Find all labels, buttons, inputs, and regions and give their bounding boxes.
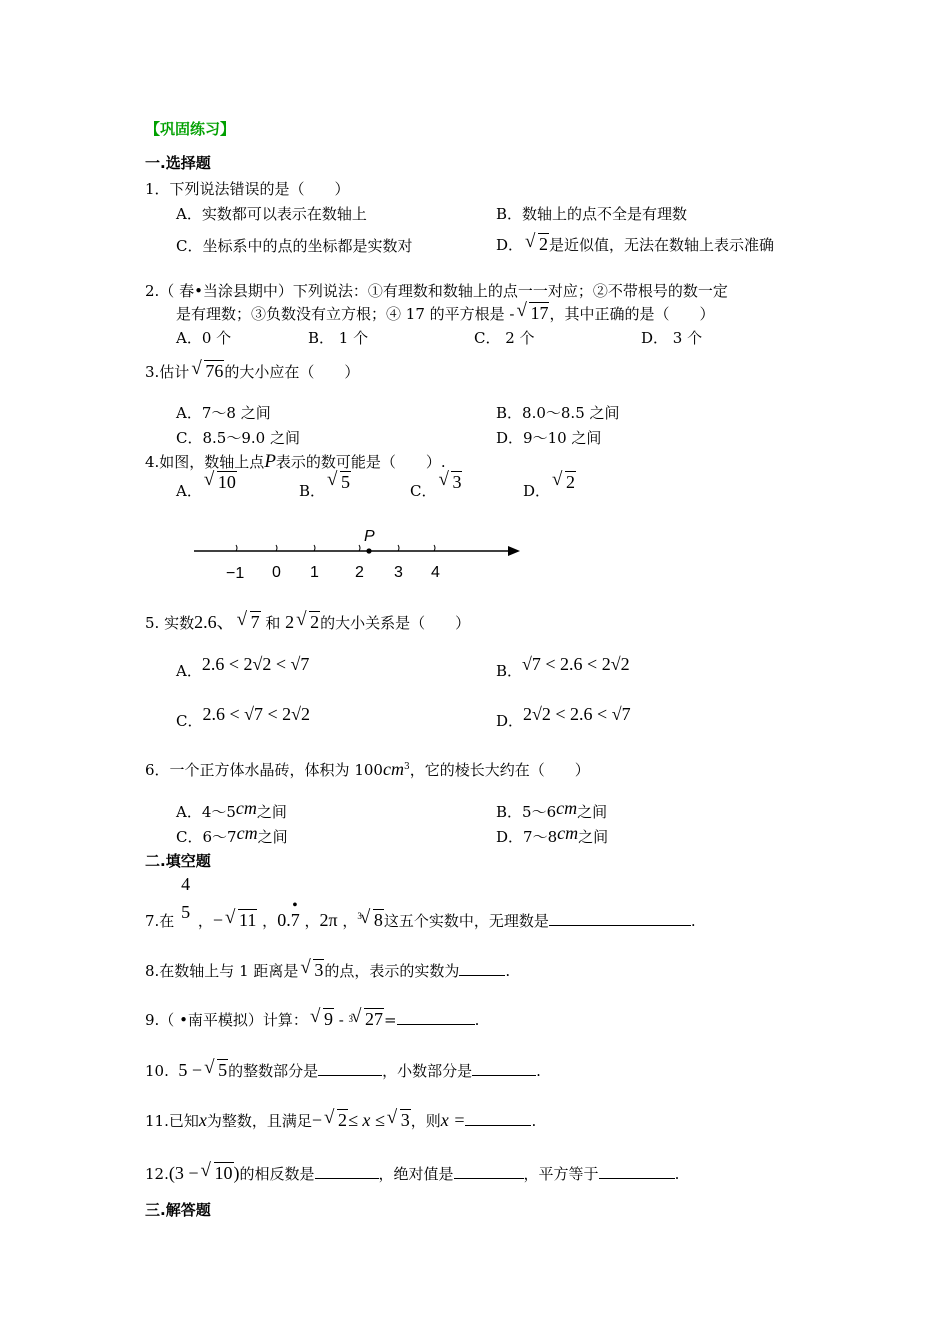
q6-option-b: B．5～6cm之间 <box>496 798 608 821</box>
q3-stem: 3.估计√ 76的大小应在（ ） <box>145 361 359 382</box>
q3-option-b: B．8.0～8.5 之间 <box>496 404 620 422</box>
q4-var-p: P <box>264 451 276 472</box>
tick-label-neg1: −1 <box>226 565 245 582</box>
section-fill-in: 二.填空题 <box>145 852 211 870</box>
q4-option-c: C．√ 3 <box>410 480 462 501</box>
q12-stem: 12.(3 −√ 10)的相反数是 ，绝对值是 ，平方等于 . <box>145 1163 679 1184</box>
q11-stem: 11.已知x为整数，且满足−√ 2≤ x ≤√ 3，则x = . <box>145 1110 536 1131</box>
q2-option-a: A．0 个 <box>176 329 232 347</box>
q8-stem: 8.在数轴上与 1 距离是√ 3的点，表示的实数为 . <box>145 960 510 981</box>
q8-answer-blank[interactable] <box>459 961 505 976</box>
point-p-label: P <box>364 528 375 545</box>
q5-option-a: A．2.6 < 2√2 < √7 <box>176 654 310 680</box>
q9-cube-root: $^3$√ 27 <box>349 1009 385 1029</box>
q4-option-b: B．√ 5 <box>299 480 351 501</box>
tick-mark <box>359 545 360 551</box>
q1-d-label: D． <box>496 236 524 254</box>
section-answer: 三.解答题 <box>145 1201 211 1219</box>
tick-label-4: 4 <box>431 564 440 581</box>
q1-option-b: B．数轴上的点不全是有理数 <box>496 205 688 223</box>
q3-option-c: C．8.5～9.0 之间 <box>176 429 300 447</box>
q5-stem: 5. 实数2.6、√ 7 和 2√ 2的大小关系是（ ） <box>145 612 470 633</box>
q2-option-d: D． 3 个 <box>641 329 703 347</box>
q4-stem: 4.如图，数轴上点P表示的数可能是（ ）. <box>145 451 446 472</box>
number-line-figure <box>190 525 530 585</box>
q1-option-d <box>496 234 774 255</box>
q6-option-d: D．7～8cm之间 <box>496 823 609 846</box>
q4-option-d: D．√ 2 <box>523 480 576 501</box>
q10-stem: 10. 5 −√ 5的整数部分是 ，小数部分是 . <box>145 1060 541 1081</box>
q12-opposite-blank[interactable] <box>315 1164 379 1179</box>
q11-answer-blank[interactable] <box>465 1111 531 1126</box>
q1-d-radical: √ 2 <box>525 234 549 254</box>
q5-a-expr: 2.6 < 2√2 < √7 <box>201 654 310 674</box>
exercise-header: 【巩固练习】 <box>145 120 236 138</box>
q10-integer-blank[interactable] <box>318 1061 382 1076</box>
tick-mark <box>314 545 315 551</box>
q7-fraction: 4 5 <box>181 874 191 922</box>
q1-option-c: C．坐标系中的点的坐标都是实数对 <box>176 237 413 255</box>
q1-d-text: 是近似值，无法在数轴上表示准确 <box>549 236 775 254</box>
q7-repeating-decimal: 0.7 • <box>277 897 300 930</box>
q5-d-expr: 2√2 < 2.6 < √7 <box>523 704 631 724</box>
tick-mark <box>236 545 237 551</box>
q9-stem: 9.（ •南平模拟）计算：√ 9 - $^3$√ 27= . <box>145 1009 479 1030</box>
q3-radical: √ 76 <box>191 361 224 381</box>
q5-option-d: D．2√2 < 2.6 < √7 <box>496 704 631 730</box>
q2-line2: 是有理数；③负数没有立方根；④ 17 的平方根是 -√ 17，其中正确的是（ ） <box>176 303 714 324</box>
tick-label-1: 1 <box>310 564 319 581</box>
q6-stem: 6．一个正方体水晶砖，体积为 $100cm^3$，它的棱长大约在（ ） <box>145 759 590 779</box>
section-multiple-choice: 一.选择题 <box>145 154 211 172</box>
q1-stem: 1．下列说法错误的是（ ） <box>145 180 350 198</box>
q5-c-expr: 2.6 < √7 < 2√2 <box>202 704 311 724</box>
q5-option-c: C．2.6 < √7 < 2√2 <box>176 704 311 730</box>
q10-decimal-blank[interactable] <box>472 1061 536 1076</box>
tick-label-3: 3 <box>394 564 403 581</box>
q6-option-c: C．6～7cm之间 <box>176 823 288 846</box>
q5-option-b: B．√7 < 2.6 < 2√2 <box>496 654 630 680</box>
q9-answer-blank[interactable] <box>397 1010 475 1025</box>
q6-option-a: A．4～5cm之间 <box>176 798 287 821</box>
tick-mark <box>398 545 399 551</box>
q3-option-d: D．9～10 之间 <box>496 429 602 447</box>
q2-radical: √ 17 <box>516 303 549 323</box>
q2-line1: 2.（ 春•当涂县期中）下列说法：①有理数和数轴上的点一一对应；②不带根号的数一定 <box>145 282 728 300</box>
q2-option-c: C． 2 个 <box>474 329 535 347</box>
tick-label-2: 2 <box>355 564 364 581</box>
q12-abs-blank[interactable] <box>454 1164 524 1179</box>
q7-stem: 7.在 4 5 ，−√ 11 ，0.7 • ，2π ，$^3$√ 8这五个实数中，无理数是 . <box>145 906 696 931</box>
q7-answer-blank[interactable] <box>549 911 691 926</box>
axis-arrow-icon <box>508 546 520 556</box>
q1-option-a: A．实数都可以表示在数轴上 <box>176 205 367 223</box>
tick-mark <box>276 545 277 551</box>
q12-square-blank[interactable] <box>599 1164 675 1179</box>
point-p-dot <box>366 548 371 553</box>
q4-option-a: A．√ 10 <box>176 480 237 501</box>
tick-mark <box>434 545 435 551</box>
q7-cube-root: $^3$√ 8 <box>357 910 384 930</box>
q5-b-expr: √7 < 2.6 < 2√2 <box>522 654 630 674</box>
q3-option-a: A．7～8 之间 <box>176 404 271 422</box>
q2-option-b: B． 1 个 <box>308 329 369 347</box>
tick-label-0: 0 <box>272 564 281 581</box>
